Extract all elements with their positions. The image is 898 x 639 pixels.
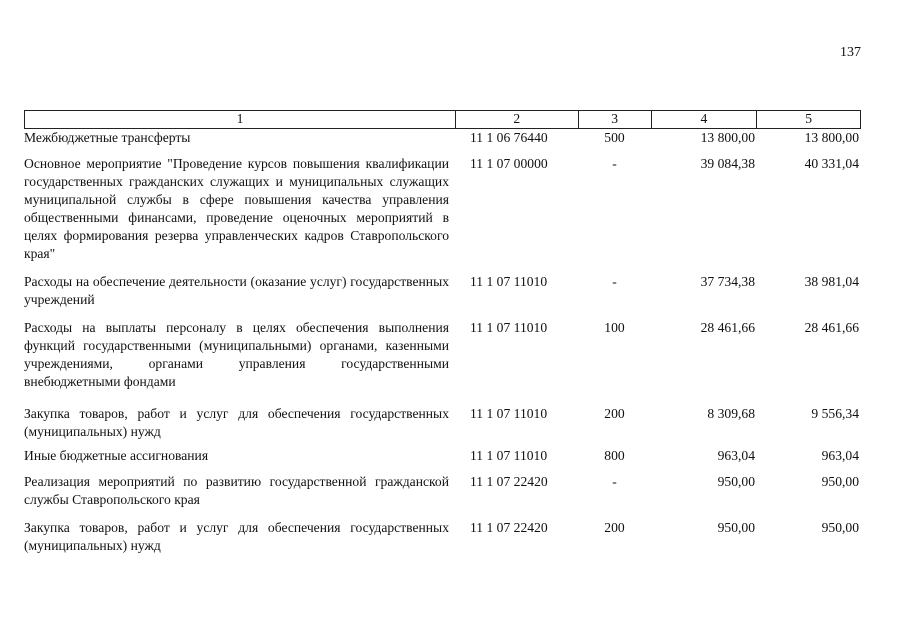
row-value-1: 950,00 [717,474,755,489]
row-name: Реализация мероприятий по развитию государственной гражданской службы Ставропольского края [24,474,449,507]
row-code: 11 1 07 22420 [470,520,548,535]
row-value-2: 950,00 [821,474,859,489]
row-code: 11 1 07 11010 [470,320,548,335]
row-value-2: 28 461,66 [804,320,859,335]
table-row [24,405,861,441]
row-name: Закупка товаров, работ и услуг для обеспечения государственных (муниципальных) нужд [24,520,449,553]
row-value-2: 950,00 [821,520,859,535]
row-code: 11 1 07 22420 [470,474,548,489]
row-code: 11 1 07 11010 [470,274,548,289]
row-name: Расходы на выплаты персоналу в целях обеспечения выполнения функций государственными (муниципальными) органами, казенными учреждениями, органами управления государственными внебюджетными фондами [24,320,449,389]
row-kind: 500 [604,130,625,145]
row-kind: - [612,156,617,171]
row-value-1: 28 461,66 [700,320,755,335]
table-row [24,473,861,509]
row-value-2: 9 556,34 [811,406,859,421]
table-row [24,273,861,309]
row-value-1: 13 800,00 [700,130,755,145]
row-code: 11 1 07 11010 [470,406,548,421]
row-kind: - [612,274,617,289]
row-value-1: 39 084,38 [700,156,755,171]
table-row [24,155,861,263]
table-row [24,319,861,391]
row-kind: 100 [604,320,625,335]
row-name: Закупка товаров, работ и услуг для обеспечения государственных (муниципальных) нужд [24,406,449,439]
row-value-2: 38 981,04 [804,274,859,289]
header-col-2: 2 [455,111,578,128]
row-value-1: 950,00 [717,520,755,535]
header-col-5: 5 [756,111,860,128]
row-code: 11 1 07 00000 [470,156,548,171]
row-code: 11 1 07 11010 [470,448,548,463]
row-kind: 200 [604,520,625,535]
row-code: 11 1 06 76440 [470,130,548,145]
page-number: 137 [840,45,861,60]
table-row [24,129,861,147]
row-kind: 200 [604,406,625,421]
row-name: Расходы на обеспечение деятельности (оказание услуг) государственных учреждений [24,274,449,307]
table-row [24,447,861,465]
row-kind: - [612,474,617,489]
header-col-4: 4 [651,111,757,128]
row-kind: 800 [604,448,625,463]
row-name: Иные бюджетные ассигнования [24,448,209,463]
row-value-1: 8 309,68 [707,406,755,421]
table-header [24,110,861,129]
row-value-1: 963,04 [717,448,755,463]
budget-table [24,110,861,555]
row-name: Основное мероприятие "Проведение курсов повышения квалификации государственных гражданских служащих и муниципальных служащих муниципальной службы в сфере повышения качества управления общественными финансами, проведение оценочных мероприятий в целях формирования резерва управленческих кадров Ставропольского края" [24,156,449,261]
table-row [24,519,861,555]
row-value-2: 13 800,00 [804,130,859,145]
row-value-1: 37 734,38 [700,274,755,289]
header-col-3: 3 [578,111,651,128]
row-value-2: 40 331,04 [804,156,859,171]
row-value-2: 963,04 [821,448,859,463]
row-name: Межбюджетные трансферты [24,130,191,145]
header-col-1: 1 [236,111,244,126]
